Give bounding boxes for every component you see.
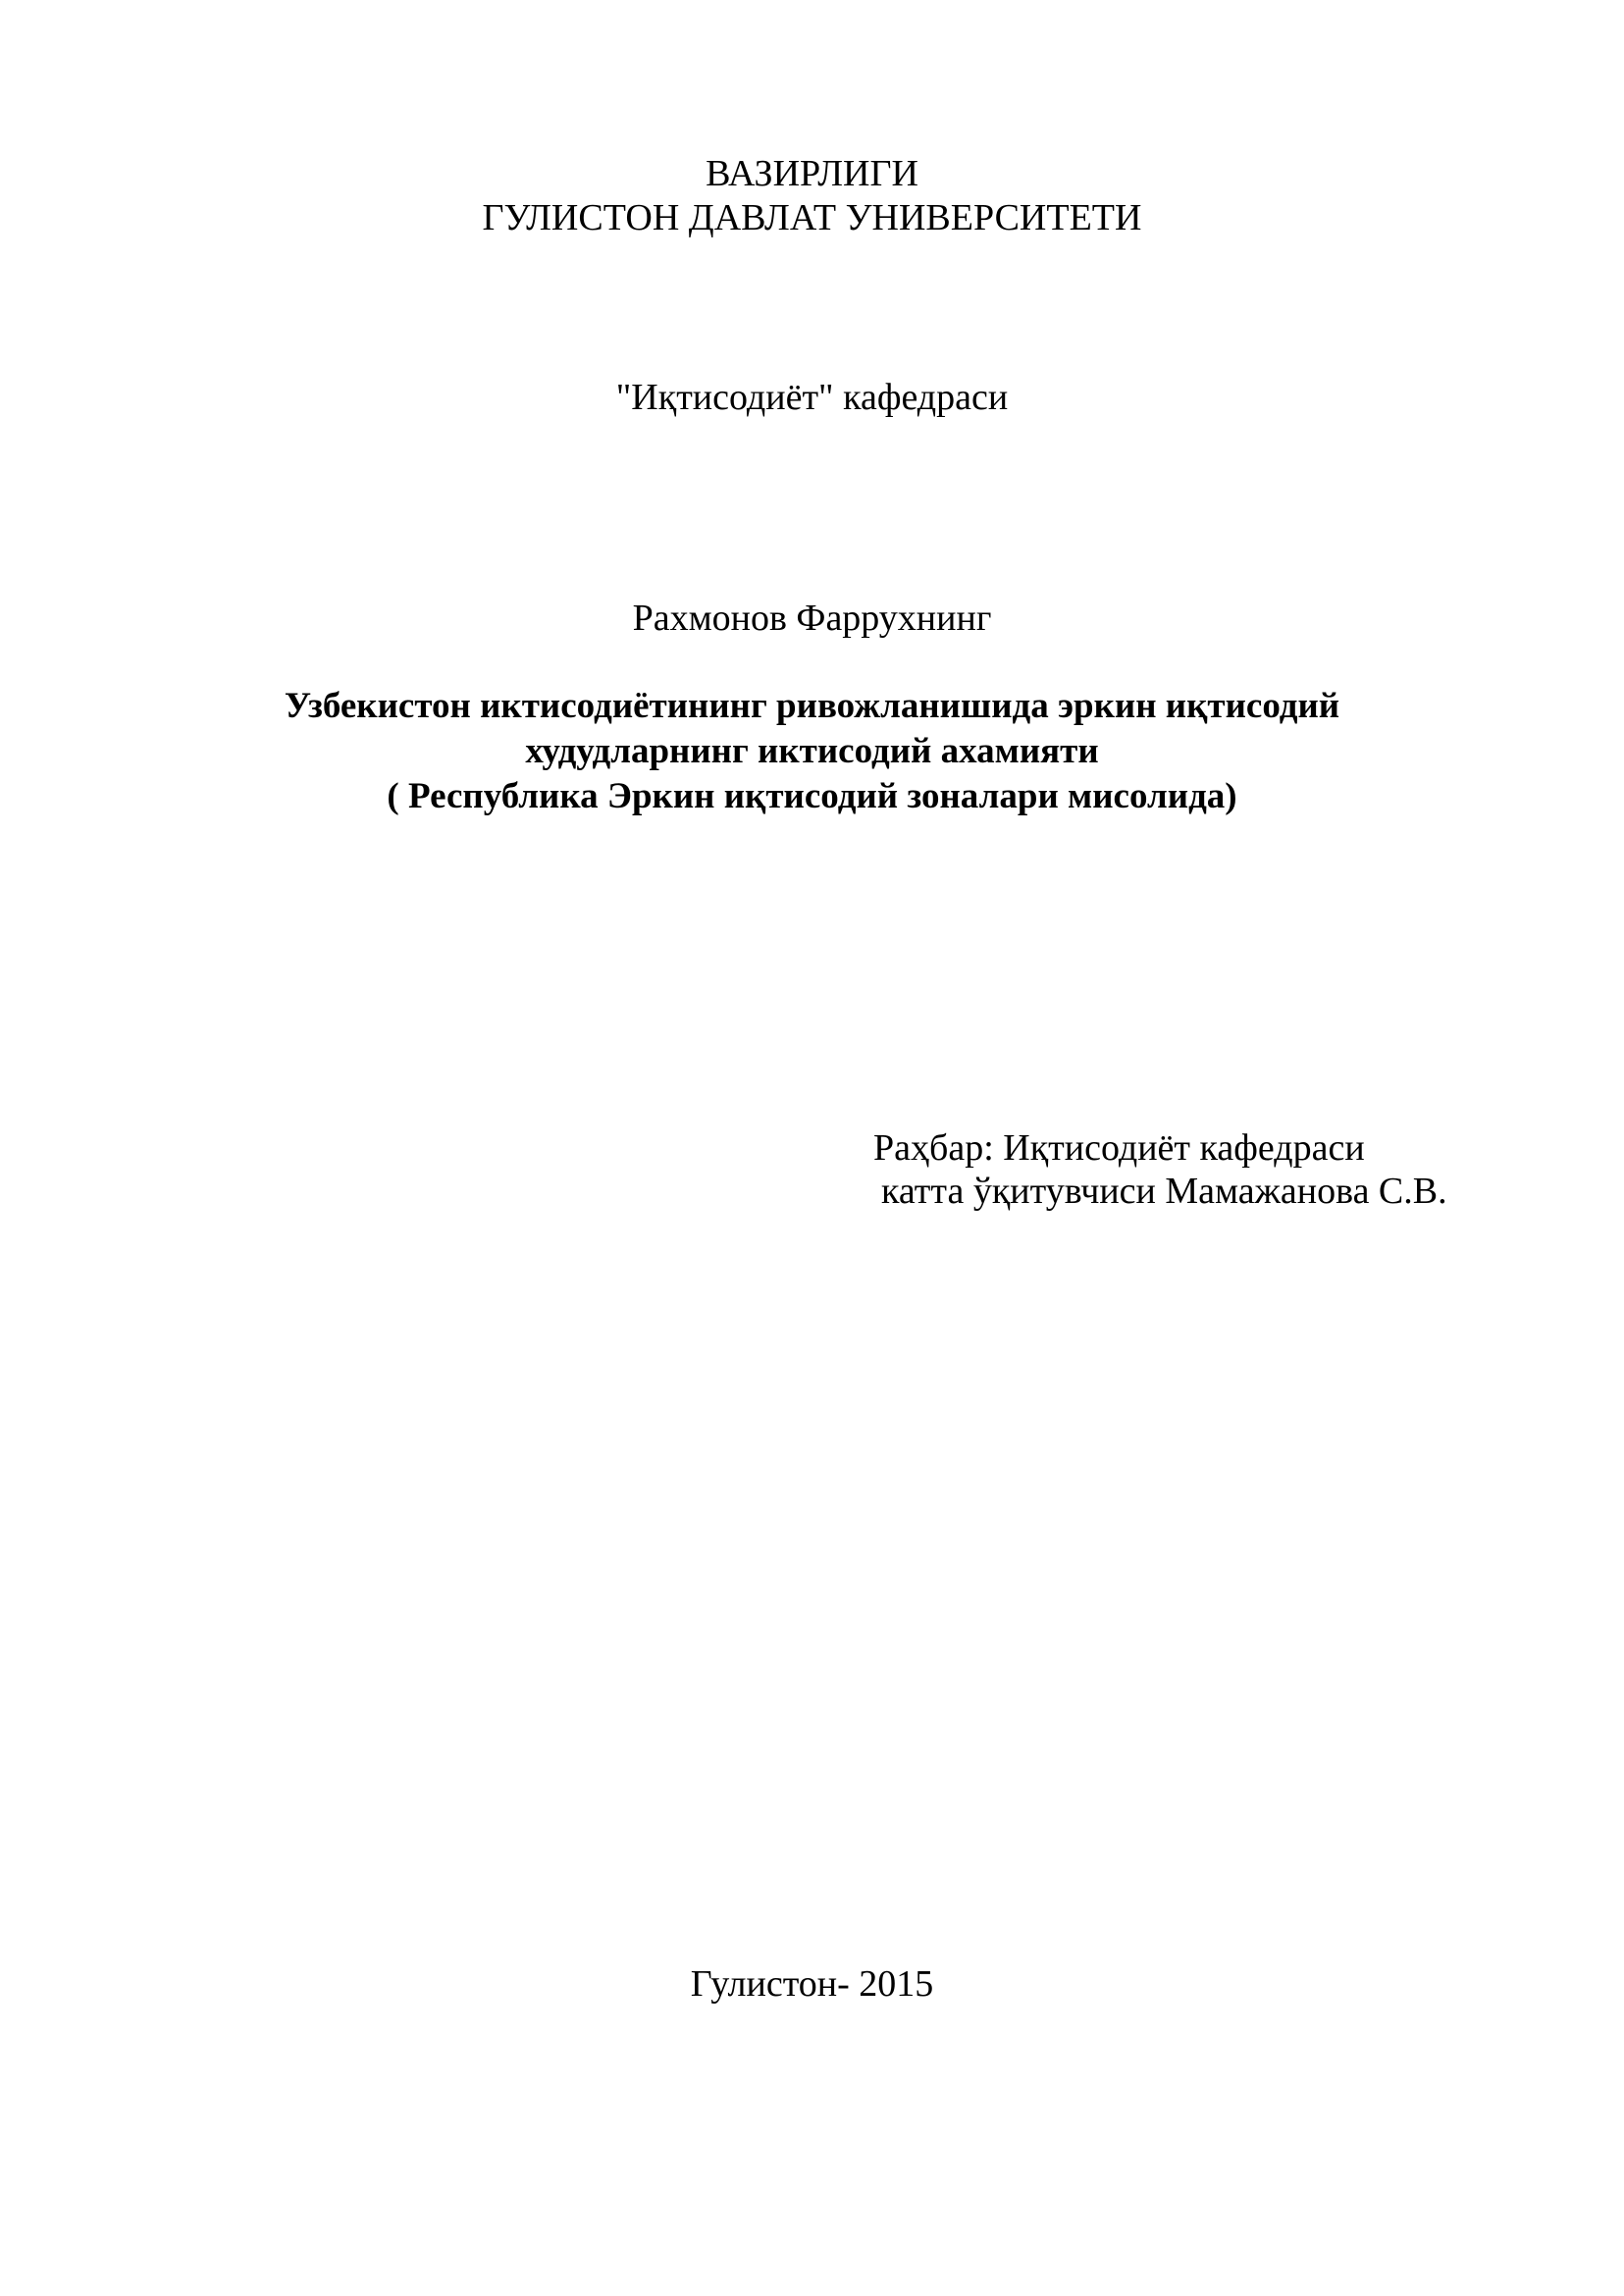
author-name: Рахмонов Фаррухнинг	[632, 598, 992, 639]
university-name: ГУЛИСТОН ДАВЛАТ УНИВЕРСИТЕТИ	[482, 197, 1142, 238]
supervisor-line-2: катта ўқитувчиси Мамажанова С.В.	[881, 1171, 1447, 1212]
city-year: Гулистон- 2015	[690, 1963, 934, 2005]
thesis-title-line-3: ( Республика Эркин иқтисодий зоналари мисолида)	[387, 776, 1237, 816]
thesis-title-line-2: худудларнинг иктисодий ахамияти	[525, 731, 1099, 771]
supervisor-line-1: Раҳбар: Иқтисодиёт кафедраси	[873, 1127, 1365, 1169]
ministry-line: ВАЗИРЛИГИ	[706, 153, 918, 194]
thesis-title-line-1: Узбекистон иктисодиётининг ривожланишида эркин иқтисодий	[284, 686, 1340, 726]
department-name: "Иқтисодиёт" кафедраси	[615, 377, 1009, 418]
